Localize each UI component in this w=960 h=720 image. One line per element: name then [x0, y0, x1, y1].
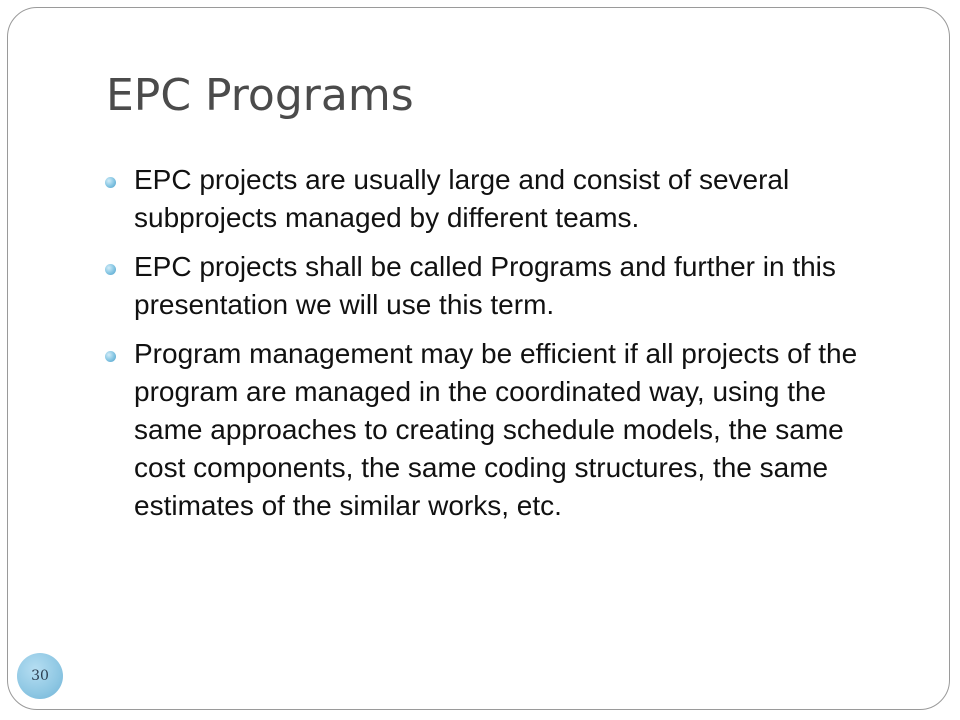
- bullet-item: [105, 335, 895, 525]
- bullet-item: [105, 248, 895, 324]
- bullet-icon: [105, 177, 116, 188]
- bullet-list: [105, 161, 895, 536]
- slide-title: EPC Programs: [106, 70, 414, 121]
- bullet-icon: [105, 264, 116, 275]
- bullet-item: [105, 161, 895, 237]
- bullet-text: Program management may be efficient if all projects of the program are managed in the coordinated way, using the same approaches to creating schedule models, the same cost components, the same coding structures, the same estimates of the similar works, etc.: [134, 338, 858, 521]
- page-number: 30: [31, 668, 49, 684]
- page-number-badge: [17, 653, 63, 699]
- bullet-icon: [105, 351, 116, 362]
- bullet-text: EPC projects shall be called Programs and further in this presentation we will use this term.: [134, 251, 836, 320]
- bullet-text: EPC projects are usually large and consist of several subprojects managed by different teams.: [134, 164, 790, 233]
